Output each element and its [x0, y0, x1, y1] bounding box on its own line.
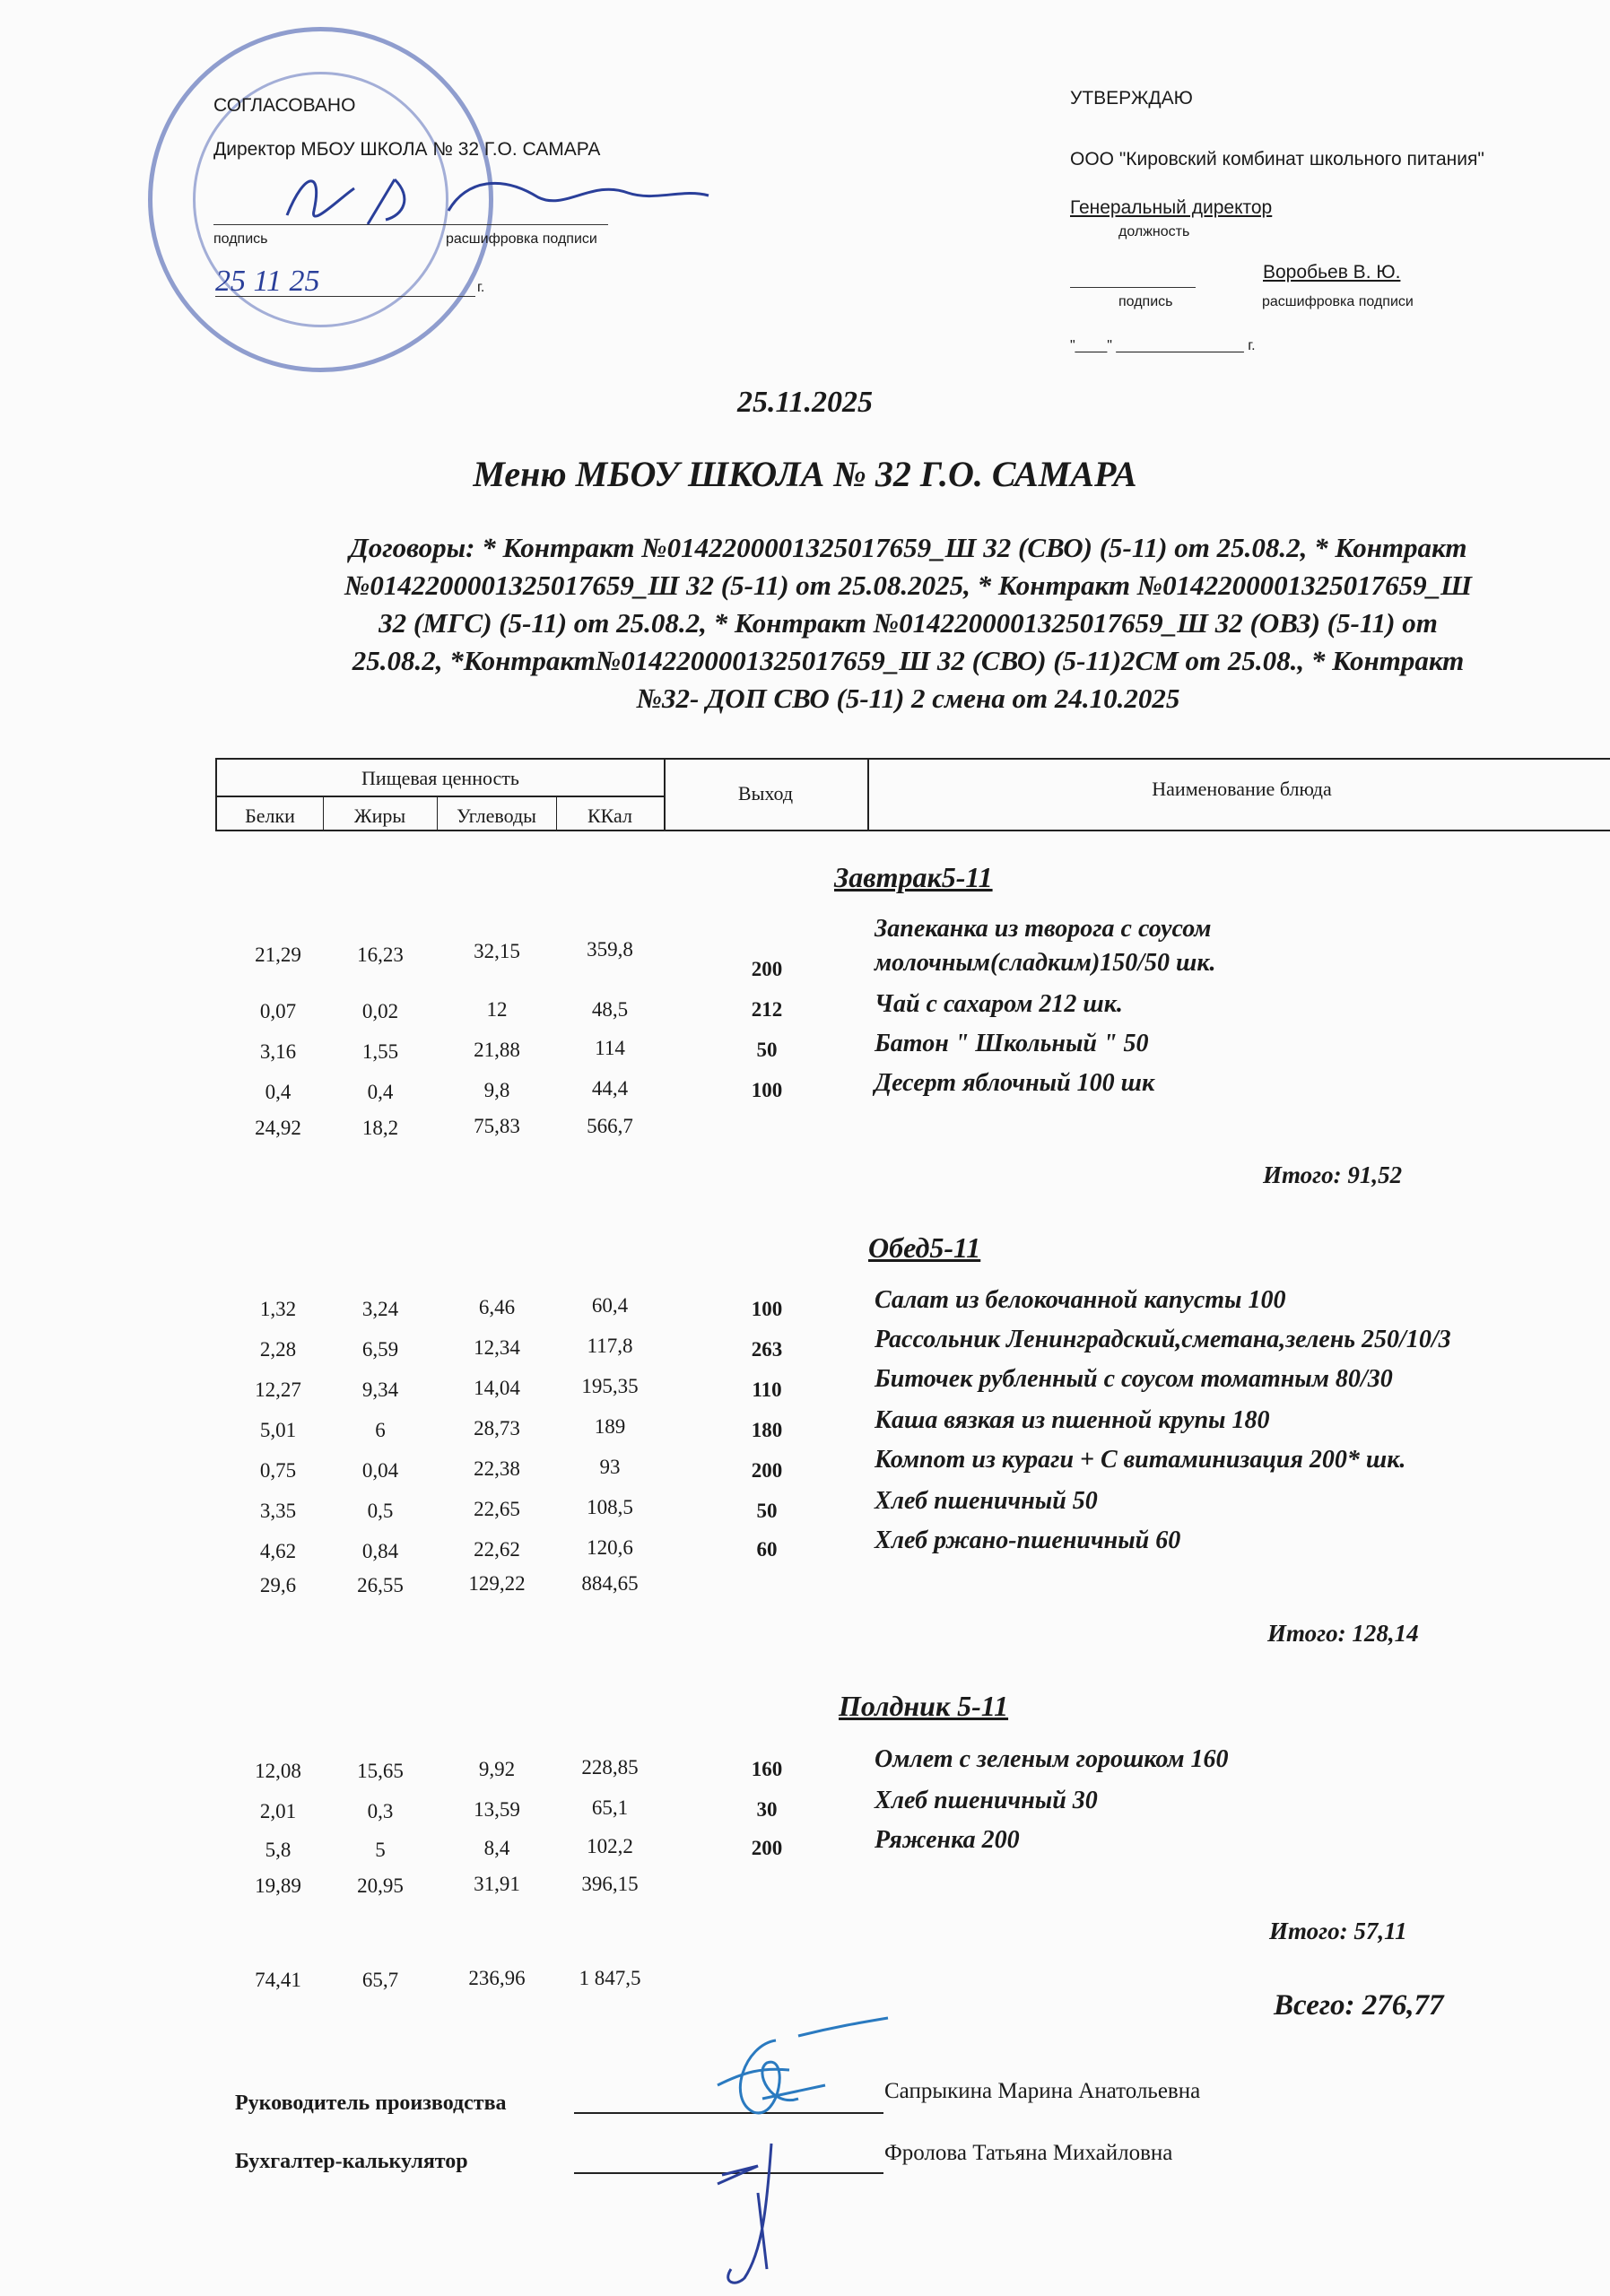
- header-carbs: Углеводы: [457, 804, 536, 827]
- approval-left-decode-caption: расшифровка подписи: [446, 231, 597, 247]
- grand-total-kcal: 1 847,5: [579, 1967, 641, 1989]
- snack-row3-carbs: 8,4: [483, 1837, 510, 1859]
- breakfast-row2-yield: 212: [751, 998, 783, 1021]
- snack-row2-yield: 30: [756, 1798, 778, 1821]
- approval-right-sig-line: [1070, 287, 1196, 288]
- lunch-row4-kcal: 189: [594, 1415, 626, 1438]
- breakfast-total-kcal: 566,7: [587, 1115, 633, 1137]
- accountant-label: Бухгалтер-калькулятор: [235, 2150, 468, 2173]
- approval-right-name: Воробьев В. Ю.: [1263, 262, 1401, 283]
- breakfast-total-proteins: 24,92: [255, 1117, 301, 1139]
- lunch-row6-fats: 0,5: [367, 1500, 394, 1522]
- header-yield: Выход: [737, 782, 794, 804]
- section-title-snack: Полдник 5-11: [839, 1690, 1009, 1722]
- lunch-row4-yield: 180: [751, 1419, 783, 1441]
- lunch-row7-fats: 0,84: [361, 1540, 399, 1562]
- approval-right-org: ООО "Кировский комбинат школьного питания": [1070, 149, 1484, 170]
- section-title-lunch: Обед5-11: [868, 1231, 981, 1264]
- grand-total-fats: 65,7: [361, 1969, 399, 1991]
- lunch-row1-dish: Салат из белокочанной капусты 100: [875, 1286, 1286, 1314]
- snack-row2-dish: Хлеб пшеничный 30: [875, 1787, 1098, 1814]
- breakfast-row2-dish: Чай с сахаром 212 шк.: [875, 990, 1123, 1018]
- lunch-row1-fats: 3,24: [361, 1298, 399, 1320]
- approval-right-decode-caption: расшифровка подписи: [1262, 294, 1414, 309]
- header-kcal: ККал: [587, 804, 632, 827]
- lunch-row2-yield: 263: [751, 1338, 783, 1361]
- snack-row1-fats: 15,65: [357, 1760, 404, 1782]
- lunch-row6-yield: 50: [756, 1500, 778, 1522]
- breakfast-row4-kcal: 44,4: [591, 1077, 629, 1100]
- lunch-row4-fats: 6: [375, 1419, 386, 1441]
- snack-row1-kcal: 228,85: [581, 1756, 639, 1779]
- lunch-row1-kcal: 60,4: [591, 1294, 629, 1317]
- lunch-total-carbs: 129,22: [468, 1572, 526, 1595]
- breakfast-row1-kcal: 359,8: [587, 938, 633, 961]
- snack-row3-fats: 5: [375, 1839, 386, 1861]
- breakfast-row3-dish: Батон " Школьный " 50: [875, 1030, 1149, 1057]
- lunch-row7-yield: 60: [756, 1538, 778, 1561]
- snack-row2-carbs: 13,59: [474, 1798, 520, 1821]
- lunch-row3-yield: 110: [752, 1378, 782, 1401]
- lunch-row6-carbs: 22,65: [474, 1498, 520, 1520]
- breakfast-itogo: Итого: 91,52: [1263, 1161, 1403, 1188]
- lunch-row3-dish: Биточек рубленный с соусом томатным 80/30: [875, 1365, 1393, 1393]
- lunch-row1-proteins: 1,32: [259, 1298, 297, 1320]
- approval-right-date-line: "____" ________________ г.: [1070, 338, 1256, 353]
- lunch-row3-kcal: 195,35: [581, 1375, 639, 1397]
- breakfast-row1-dish-line1: Запеканка из творога с соусом: [875, 915, 1212, 943]
- snack-itogo: Итого: 57,11: [1269, 1918, 1407, 1944]
- lunch-total-fats: 26,55: [357, 1574, 404, 1596]
- breakfast-row4-carbs: 9,8: [483, 1079, 510, 1101]
- breakfast-row4-fats: 0,4: [367, 1081, 394, 1103]
- header-divider: [217, 796, 664, 797]
- breakfast-row3-proteins: 3,16: [259, 1040, 297, 1063]
- snack-row1-carbs: 9,92: [478, 1758, 516, 1780]
- lunch-row5-carbs: 22,38: [474, 1457, 520, 1480]
- lunch-row1-carbs: 6,46: [478, 1296, 516, 1318]
- lunch-row7-kcal: 120,6: [587, 1536, 633, 1559]
- grand-total-carbs: 236,96: [468, 1967, 526, 1989]
- snack-total-fats: 20,95: [357, 1874, 404, 1897]
- snack-row2-fats: 0,3: [367, 1800, 394, 1822]
- breakfast-row2-proteins: 0,07: [259, 1000, 297, 1022]
- lunch-row7-carbs: 22,62: [474, 1538, 520, 1561]
- approval-left-date-line: [215, 296, 475, 297]
- lunch-row3-fats: 9,34: [361, 1378, 399, 1401]
- lunch-row6-proteins: 3,35: [259, 1500, 297, 1522]
- breakfast-row3-yield: 50: [756, 1039, 778, 1061]
- lunch-row2-dish: Рассольник Ленинградский,сметана,зелень 250/10/3: [875, 1326, 1451, 1353]
- snack-total-proteins: 19,89: [255, 1874, 301, 1897]
- snack-row1-dish: Омлет с зеленым горошком 160: [875, 1745, 1229, 1773]
- lunch-row3-carbs: 14,04: [474, 1377, 520, 1399]
- breakfast-row1-carbs: 32,15: [474, 940, 520, 962]
- breakfast-row2-carbs: 12: [486, 998, 508, 1021]
- snack-total-carbs: 31,91: [474, 1873, 520, 1895]
- header-proteins: Белки: [245, 804, 295, 827]
- lunch-row5-kcal: 93: [599, 1456, 621, 1478]
- breakfast-row4-yield: 100: [751, 1079, 783, 1101]
- header-fats: Жиры: [353, 804, 406, 827]
- lunch-row2-proteins: 2,28: [259, 1338, 297, 1361]
- snack-row3-kcal: 102,2: [587, 1835, 633, 1857]
- approval-left-year: г.: [477, 280, 485, 295]
- snack-row3-yield: 200: [751, 1837, 783, 1859]
- lunch-row4-dish: Каша вязкая из пшенной крупы 180: [875, 1406, 1270, 1434]
- snack-row1-yield: 160: [751, 1758, 783, 1780]
- breakfast-row1-dish-line2: молочным(сладким)150/50 шк.: [875, 949, 1216, 977]
- header-nutrition: Пищевая ценность: [361, 767, 519, 789]
- breakfast-total-fats: 18,2: [361, 1117, 399, 1139]
- contracts-list: Договоры: * Контракт №0142200001325017659_Ш 32 (СВО) (5-11) от 25.08.2, * Контракт №0142200001325017659_Ш 32 (5-11) от 25.08.2025, * Контракт №0142200001325017659_Ш 32 (МГС) (5-11) от 25.08.2, * Контракт №0142200001325017659_Ш 32 (ОВЗ) (5-11) от 25.08.2, *Контракт№0142200001325017659_Ш 32 (СВО) (5-11)2СМ от 25.08., * Контракт №32- ДОП СВО (5-11) 2 смена от 24.10.2025: [344, 532, 1472, 714]
- lunch-row2-fats: 6,59: [361, 1338, 399, 1361]
- header-dish: Наименование блюда: [1152, 778, 1332, 800]
- lunch-row4-proteins: 5,01: [259, 1419, 297, 1441]
- section-title-breakfast: Завтрак5-11: [834, 861, 993, 893]
- lunch-row2-carbs: 12,34: [474, 1336, 520, 1359]
- breakfast-row3-kcal: 114: [595, 1037, 625, 1059]
- breakfast-row1-fats: 16,23: [357, 944, 404, 966]
- lunch-row6-dish: Хлеб пшеничный 50: [875, 1487, 1098, 1515]
- approval-right-position-caption: должность: [1118, 224, 1190, 239]
- approval-right-title: УТВЕРЖДАЮ: [1070, 88, 1193, 109]
- lunch-row3-proteins: 12,27: [255, 1378, 301, 1401]
- approval-left-sig-caption: подпись: [213, 231, 268, 247]
- breakfast-row1-yield: 200: [751, 958, 783, 980]
- lunch-row5-dish: Компот из кураги + С витаминизация 200* шк.: [875, 1446, 1406, 1474]
- lunch-total-proteins: 29,6: [259, 1574, 297, 1596]
- table-header: [215, 758, 1610, 831]
- lunch-itogo: Итого: 128,14: [1267, 1620, 1419, 1647]
- snack-row2-kcal: 65,1: [591, 1796, 629, 1819]
- lunch-row4-carbs: 28,73: [474, 1417, 520, 1439]
- handwritten-signatures: [691, 2000, 897, 2296]
- snack-total-kcal: 396,15: [581, 1873, 639, 1895]
- menu-date: 25.11.2025: [736, 386, 874, 419]
- breakfast-row3-carbs: 21,88: [474, 1039, 520, 1061]
- breakfast-total-carbs: 75,83: [474, 1115, 520, 1137]
- lunch-total-kcal: 884,65: [581, 1572, 639, 1595]
- approval-left-date: 25 11 25: [215, 265, 320, 298]
- breakfast-row1-proteins: 21,29: [255, 944, 301, 966]
- lunch-row7-proteins: 4,62: [259, 1540, 297, 1562]
- menu-title: Меню МБОУ ШКОЛА № 32 Г.О. САМАРА: [473, 454, 1137, 494]
- head-production-label: Руководитель производства: [235, 2092, 507, 2115]
- approval-right-position: Генеральный директор: [1070, 197, 1273, 218]
- lunch-row1-yield: 100: [751, 1298, 783, 1320]
- snack-row2-proteins: 2,01: [259, 1800, 297, 1822]
- lunch-row7-dish: Хлеб ржано-пшеничный 60: [875, 1526, 1181, 1554]
- breakfast-row2-kcal: 48,5: [591, 998, 629, 1021]
- accountant-name: Фролова Татьяна Михайловна: [884, 2141, 1173, 2165]
- approval-left-title: СОГЛАСОВАНО: [213, 95, 356, 116]
- head-production-name: Сапрыкина Марина Анатольевна: [884, 2079, 1201, 2103]
- lunch-row5-proteins: 0,75: [259, 1459, 297, 1482]
- director-signature: [269, 161, 718, 242]
- vsego-total: Всего: 276,77: [1274, 1989, 1444, 2022]
- snack-row3-dish: Ряженка 200: [875, 1826, 1020, 1854]
- approval-right-sig-caption: подпись: [1118, 294, 1173, 309]
- breakfast-row4-proteins: 0,4: [265, 1081, 292, 1103]
- lunch-row2-kcal: 117,8: [587, 1335, 633, 1357]
- snack-row1-proteins: 12,08: [255, 1760, 301, 1782]
- breakfast-row3-fats: 1,55: [361, 1040, 399, 1063]
- lunch-row6-kcal: 108,5: [587, 1496, 633, 1518]
- breakfast-row4-dish: Десерт яблочный 100 шк: [875, 1069, 1155, 1097]
- grand-total-proteins: 74,41: [255, 1969, 301, 1991]
- snack-row3-proteins: 5,8: [265, 1839, 292, 1861]
- lunch-row5-yield: 200: [751, 1459, 783, 1482]
- lunch-row5-fats: 0,04: [361, 1459, 399, 1482]
- breakfast-row2-fats: 0,02: [361, 1000, 399, 1022]
- approval-left-position: Директор МБОУ ШКОЛА № 32 Г.О. САМАРА: [213, 139, 601, 160]
